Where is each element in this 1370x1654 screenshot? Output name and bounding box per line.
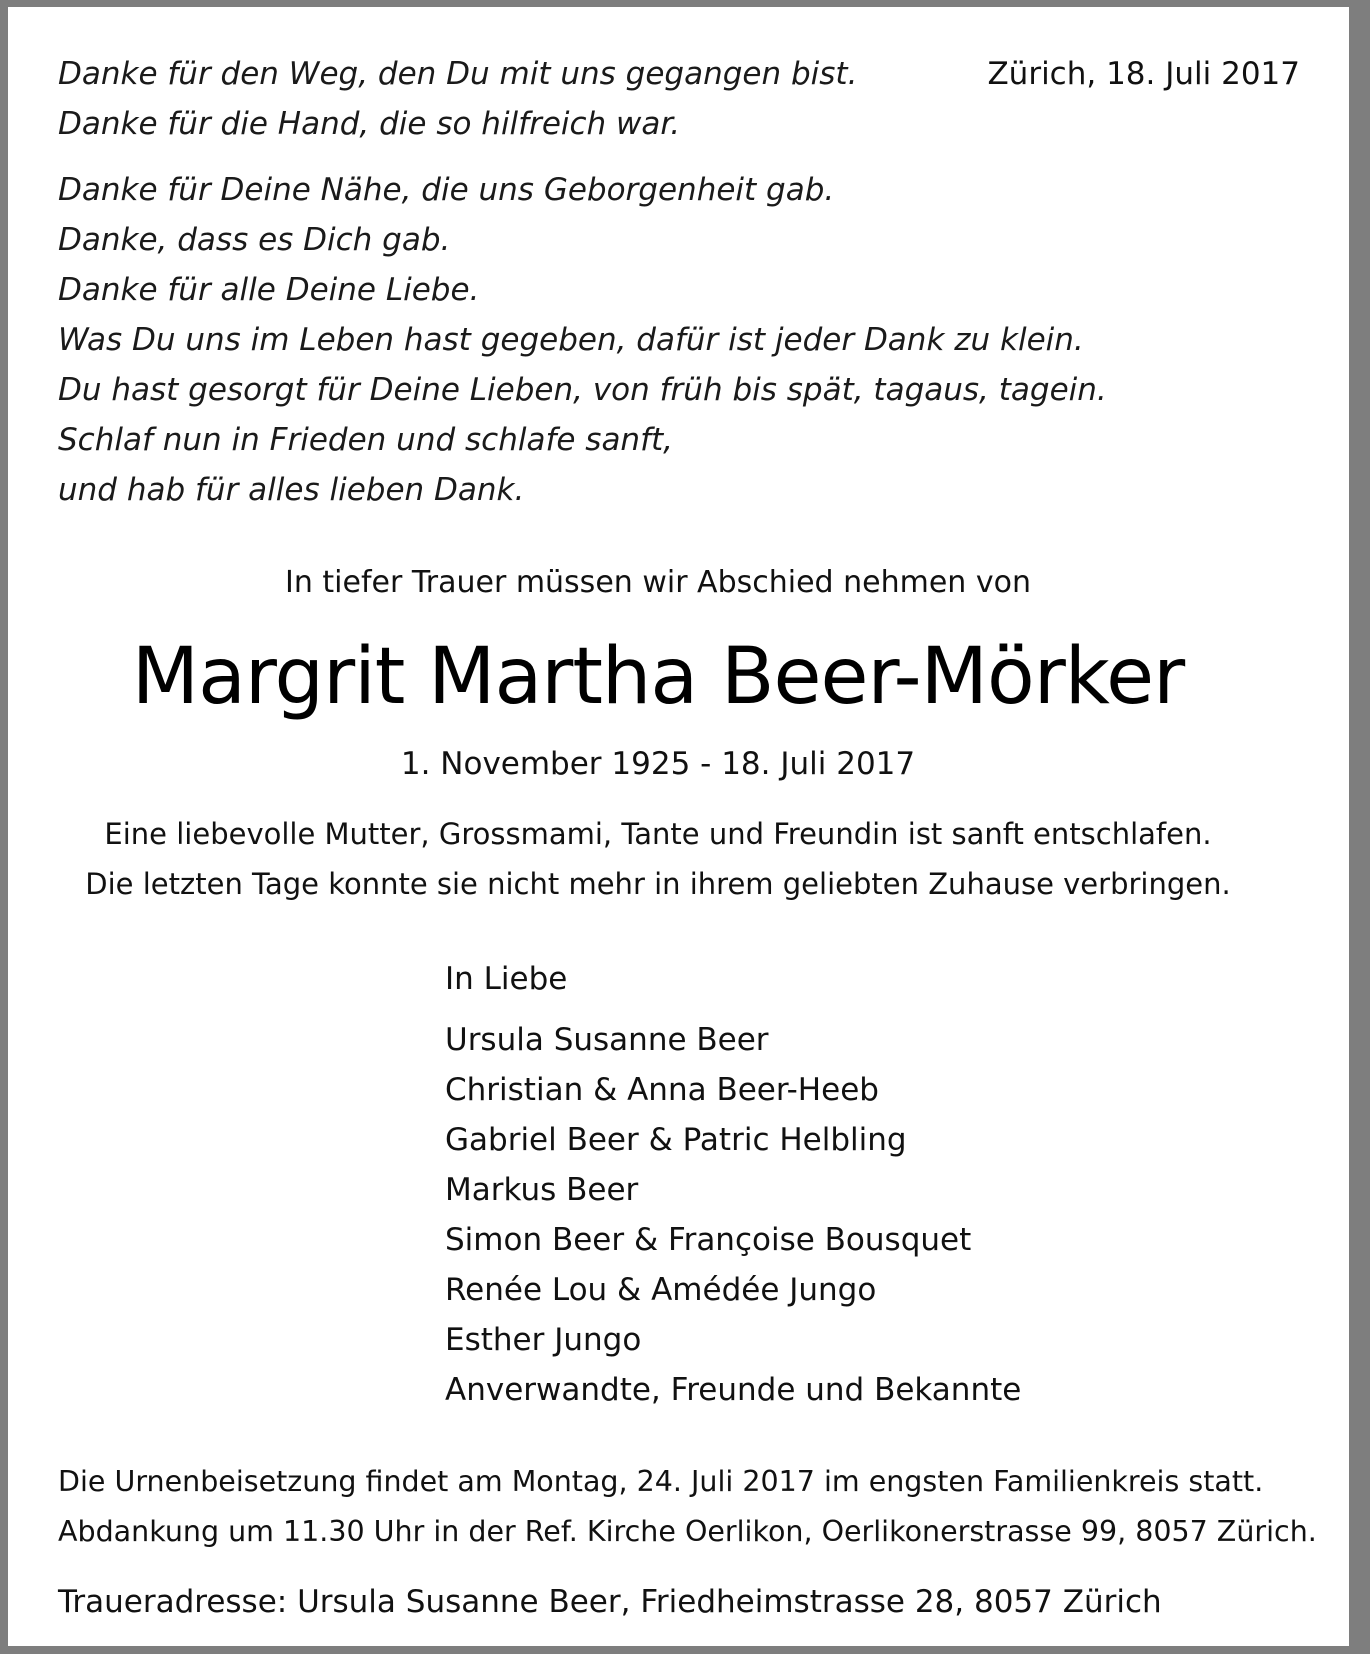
poem-line: Was Du uns im Leben hast gegeben, dafür ist jeder Dank zu klein. (58, 322, 1084, 358)
mourner-name: Gabriel Beer & Patric Helbling (445, 1122, 907, 1158)
mourning-intro: In tiefer Trauer müssen wir Abschied nehmen von (285, 565, 1031, 600)
ceremony-info (58, 1457, 1317, 1557)
statement-line: Die letzten Tage konnte sie nicht mehr in ihrem geliebten Zuhause verbringen. (85, 867, 1231, 901)
mourner-name: Esther Jungo (445, 1322, 642, 1358)
poem-line: Du hast gesorgt für Deine Lieben, von früh bis spät, tagaus, tagein. (58, 372, 1107, 408)
statement (8, 809, 1308, 909)
mourner-name: Ursula Susanne Beer (445, 1022, 769, 1058)
life-dates: 1. November 1925 - 18. Juli 2017 (400, 746, 916, 782)
mourner-name: Simon Beer & Françoise Bousquet (445, 1222, 972, 1258)
poem-line: Danke, dass es Dich gab. (58, 222, 451, 258)
place-date: Zürich, 18. Juli 2017 (987, 56, 1300, 92)
deceased-name: Margrit Martha Beer-Mörker (131, 632, 1185, 722)
poem-line: und hab für alles lieben Dank. (58, 472, 525, 508)
poem-line: Danke für Deine Nähe, die uns Geborgenheit gab. (58, 172, 835, 208)
poem-line: Danke für den Weg, den Du mit uns gegangen bist. (58, 56, 858, 92)
mourning-address: Traueradresse: Ursula Susanne Beer, Friedheimstrasse 28, 8057 Zürich (58, 1584, 1162, 1620)
poem-line: Danke für die Hand, die so hilfreich war. (58, 106, 681, 142)
poem (58, 49, 1107, 515)
poem-line: Danke für alle Deine Liebe. (58, 272, 480, 308)
ceremony-line: Die Urnenbeisetzung findet am Montag, 24. Juli 2017 im engsten Familienkreis statt. (58, 1465, 1264, 1498)
poem-line: Schlaf nun in Frieden und schlafe sanft, (58, 422, 674, 458)
mourner-name: Christian & Anna Beer-Heeb (445, 1072, 879, 1108)
mourner-name: Renée Lou & Amédée Jungo (445, 1272, 877, 1308)
mourner-name: Markus Beer (445, 1172, 639, 1208)
ceremony-line: Abdankung um 11.30 Uhr in der Ref. Kirche Oerlikon, Oerlikonerstrasse 99, 8057 Zürich. (58, 1515, 1317, 1548)
mourner-name: Anverwandte, Freunde und Bekannte (445, 1372, 1022, 1408)
in-love-heading: In Liebe (445, 961, 568, 997)
statement-line: Eine liebevolle Mutter, Grossmami, Tante und Freundin ist sanft entschlafen. (104, 817, 1212, 851)
mourners-list (445, 1015, 1021, 1415)
